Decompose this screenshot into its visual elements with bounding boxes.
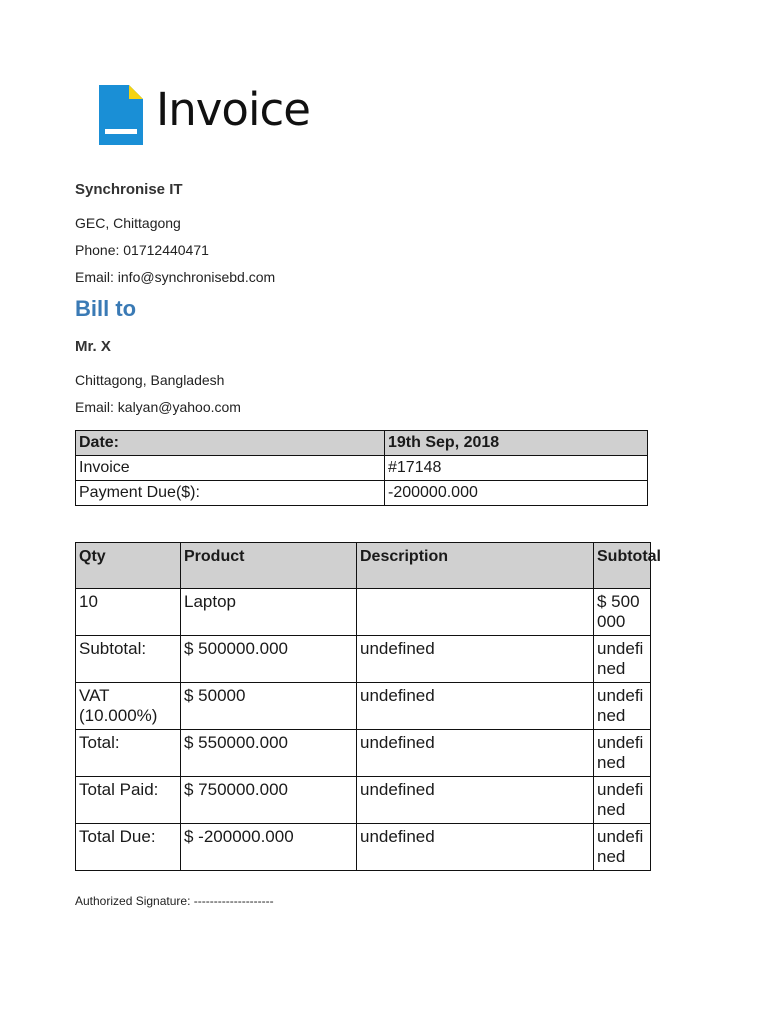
table-row <box>76 777 651 824</box>
bill-to-heading: Bill to <box>75 296 137 321</box>
invoice-meta-table <box>75 430 648 506</box>
cell-subtotal: undefined <box>594 636 651 683</box>
items-header-row <box>76 543 651 589</box>
cell-qty: Total: <box>76 730 181 777</box>
cell-subtotal: undefined <box>594 824 651 871</box>
company-phone: Phone: 01712440471 <box>75 242 209 258</box>
meta-value: #17148 <box>385 456 648 481</box>
cell-subtotal: undefined <box>594 777 651 824</box>
cell-description: undefined <box>357 683 594 730</box>
meta-value: -200000.000 <box>385 481 648 506</box>
table-row <box>76 730 651 777</box>
cell-subtotal: undefined <box>594 730 651 777</box>
cell-description: undefined <box>357 777 594 824</box>
table-row <box>76 636 651 683</box>
client-address: Chittagong, Bangladesh <box>75 372 225 388</box>
meta-row-invoice <box>76 456 648 481</box>
document-icon <box>99 85 143 145</box>
company-email: Email: info@synchronisebd.com <box>75 269 276 285</box>
company-address: GEC, Chittagong <box>75 215 181 231</box>
cell-description: undefined <box>357 636 594 683</box>
logo-title: Invoice <box>156 83 310 136</box>
cell-product: $ 550000.000 <box>181 730 357 777</box>
meta-row-date <box>76 431 648 456</box>
cell-description <box>357 589 594 636</box>
header-qty: Qty <box>76 543 181 589</box>
meta-row-payment-due <box>76 481 648 506</box>
meta-value: 19th Sep, 2018 <box>385 431 648 456</box>
cell-subtotal: undefined <box>594 683 651 730</box>
items-table <box>75 542 661 871</box>
cell-product: $ 500000.000 <box>181 636 357 683</box>
authorized-signature: Authorized Signature: -------------------- <box>75 894 274 908</box>
cell-qty: VAT (10.000%) <box>76 683 181 730</box>
cell-product: $ 50000 <box>181 683 357 730</box>
header-product: Product <box>181 543 357 589</box>
cell-qty: Total Due: <box>76 824 181 871</box>
cell-product: $ 750000.000 <box>181 777 357 824</box>
cell-description: undefined <box>357 824 594 871</box>
header-subtotal: Subtotal <box>594 543 651 589</box>
meta-label: Payment Due($): <box>76 481 385 506</box>
cell-qty: Total Paid: <box>76 777 181 824</box>
client-email: Email: kalyan@yahoo.com <box>75 399 241 415</box>
header-description: Description <box>357 543 594 589</box>
cell-qty: Subtotal: <box>76 636 181 683</box>
table-row <box>76 824 651 871</box>
meta-label: Date: <box>76 431 385 456</box>
meta-label: Invoice <box>76 456 385 481</box>
table-row <box>76 589 651 636</box>
client-name: Mr. X <box>75 338 111 355</box>
cell-qty: 10 <box>76 589 181 636</box>
cell-subtotal: $ 500000 <box>594 589 651 636</box>
table-row <box>76 683 651 730</box>
cell-product: Laptop <box>181 589 357 636</box>
cell-description: undefined <box>357 730 594 777</box>
cell-product: $ -200000.000 <box>181 824 357 871</box>
company-name: Synchronise IT <box>75 181 183 198</box>
